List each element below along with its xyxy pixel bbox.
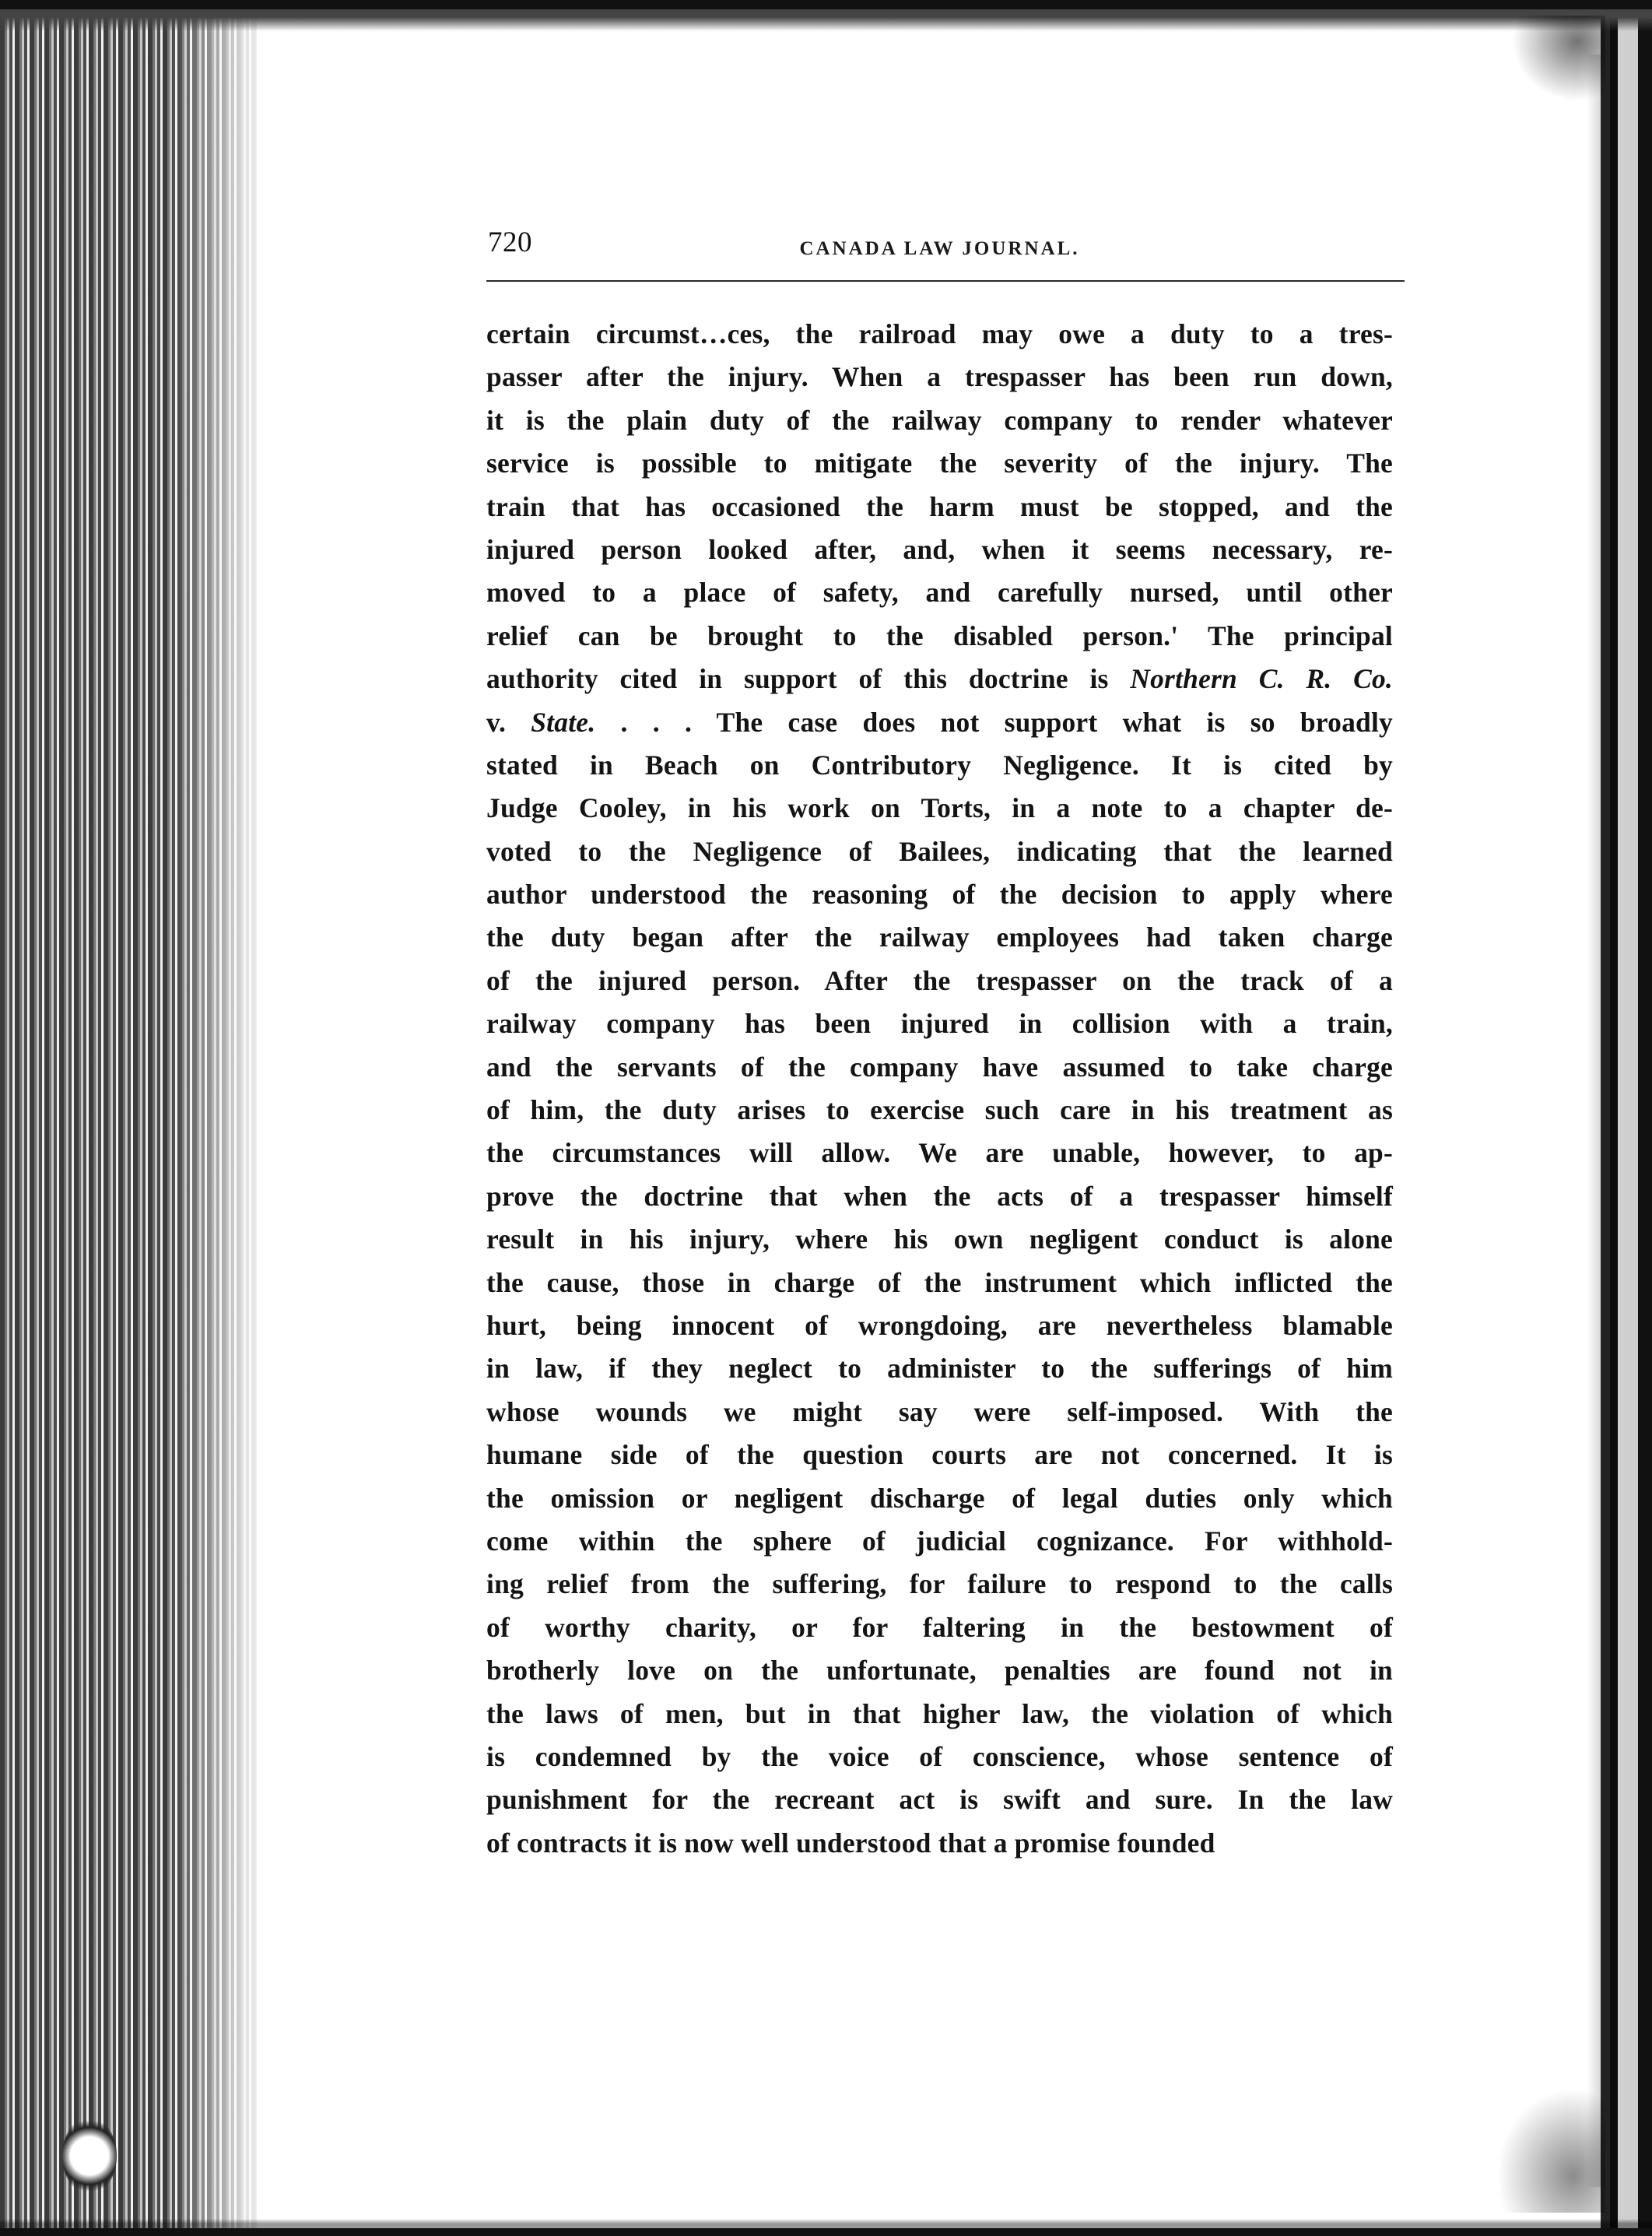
text-line: passer after the injury. When a trespasser has been run down, xyxy=(486,361,1393,393)
running-head xyxy=(486,226,1393,280)
text-line: Judge Cooley, in his work on Torts, in a note to a chapter de- xyxy=(486,792,1393,824)
text-line: the omission or negligent discharge of legal duties only which xyxy=(486,1482,1393,1514)
text-line: the duty began after the railway employees had taken charge xyxy=(486,921,1393,953)
text-line: humane side of the question courts are not concerned. It is xyxy=(486,1439,1393,1471)
top-page-edge xyxy=(0,0,1652,31)
page-number: 720 xyxy=(488,226,532,258)
text-line: result in his injury, where his own negligent conduct is alone xyxy=(486,1223,1393,1255)
header-rule xyxy=(486,280,1405,282)
text-line: it is the plain duty of the railway company to render whatever xyxy=(486,404,1393,436)
text-line: of the injured person. After the trespasser on the track of a xyxy=(486,964,1393,996)
text-line: and the servants of the company have assumed to take charge xyxy=(486,1051,1393,1083)
body-text xyxy=(486,313,1393,1865)
text-line: brotherly love on the unfortunate, penalties are found not in xyxy=(486,1655,1393,1687)
text-line: the circumstances will allow. We are unable, however, to ap- xyxy=(486,1137,1393,1169)
text-line: hurt, being innocent of wrongdoing, are nevertheless blamable xyxy=(486,1309,1393,1341)
text-line: certain circumst…ces, the railroad may owe a duty to a tres- xyxy=(486,318,1393,349)
text-line: railway company has been injured in collision with a train, xyxy=(486,1008,1393,1040)
text-line-with-citation xyxy=(486,658,1393,700)
text-line: come within the sphere of judicial cognizance. For withhold- xyxy=(486,1525,1393,1557)
text-line: prove the doctrine that when the acts of a trespasser himself xyxy=(486,1180,1393,1212)
binding-fade xyxy=(171,0,280,2236)
bottom-page-edge xyxy=(0,2219,1652,2236)
journal-title: CANADA LAW JOURNAL. xyxy=(799,238,1080,259)
case-citation-italic: Northern C. R. Co. xyxy=(1130,663,1393,695)
right-margin-shade xyxy=(1587,54,1601,2187)
corner-smudge-top-right xyxy=(1512,16,1605,101)
text-line: relief can be brought to the disabled person.' The principal xyxy=(486,620,1393,651)
text-line: moved to a place of safety, and carefully nursed, until other xyxy=(486,577,1393,609)
text-line-with-citation xyxy=(486,701,1393,744)
text-line: the cause, those in charge of the instrument which inflicted the xyxy=(486,1266,1393,1298)
page-content xyxy=(486,226,1393,1865)
text-segment: v. xyxy=(486,706,531,738)
text-line: service is possible to mitigate the severity of the injury. The xyxy=(486,448,1393,479)
text-line: is condemned by the voice of conscience, whose sentence of xyxy=(486,1740,1393,1772)
text-line: stated in Beach on Contributory Negligence. It is cited by xyxy=(486,749,1393,781)
text-line: whose wounds we might say were self-imposed. With the xyxy=(486,1395,1393,1427)
text-segment: authority cited in support of this doctrine is xyxy=(486,663,1131,695)
text-line: train that has occasioned the harm must be stopped, and the xyxy=(486,490,1393,522)
corner-smudge-bottom-right xyxy=(1496,2088,1605,2213)
right-page-edge xyxy=(1601,0,1652,2236)
text-line: in law, if they neglect to administer to the sufferings of him xyxy=(486,1353,1393,1385)
text-line: author understood the reasoning of the decision to apply where xyxy=(486,879,1393,911)
text-line: of contracts it is now well understood that a promise founded xyxy=(486,1827,1215,1859)
case-citation-italic: State. xyxy=(531,706,596,738)
text-line: punishment for the recreant act is swift and sure. In the law xyxy=(486,1784,1393,1816)
text-line: voted to the Negligence of Bailees, indicating that the learned xyxy=(486,835,1393,867)
text-line: of worthy charity, or for faltering in the bestowment of xyxy=(486,1611,1393,1643)
text-segment: . . . The case does not support what is so broadly xyxy=(595,706,1393,738)
text-line: ing relief from the suffering, for failure to respond to the calls xyxy=(486,1568,1393,1600)
binding-hole-mark xyxy=(62,2117,117,2195)
text-line: of him, the duty arises to exercise such care in his treatment as xyxy=(486,1094,1393,1126)
text-line: the laws of men, but in that higher law, the violation of which xyxy=(486,1697,1393,1729)
text-line: injured person looked after, and, when it seems necessary, re- xyxy=(486,533,1393,565)
